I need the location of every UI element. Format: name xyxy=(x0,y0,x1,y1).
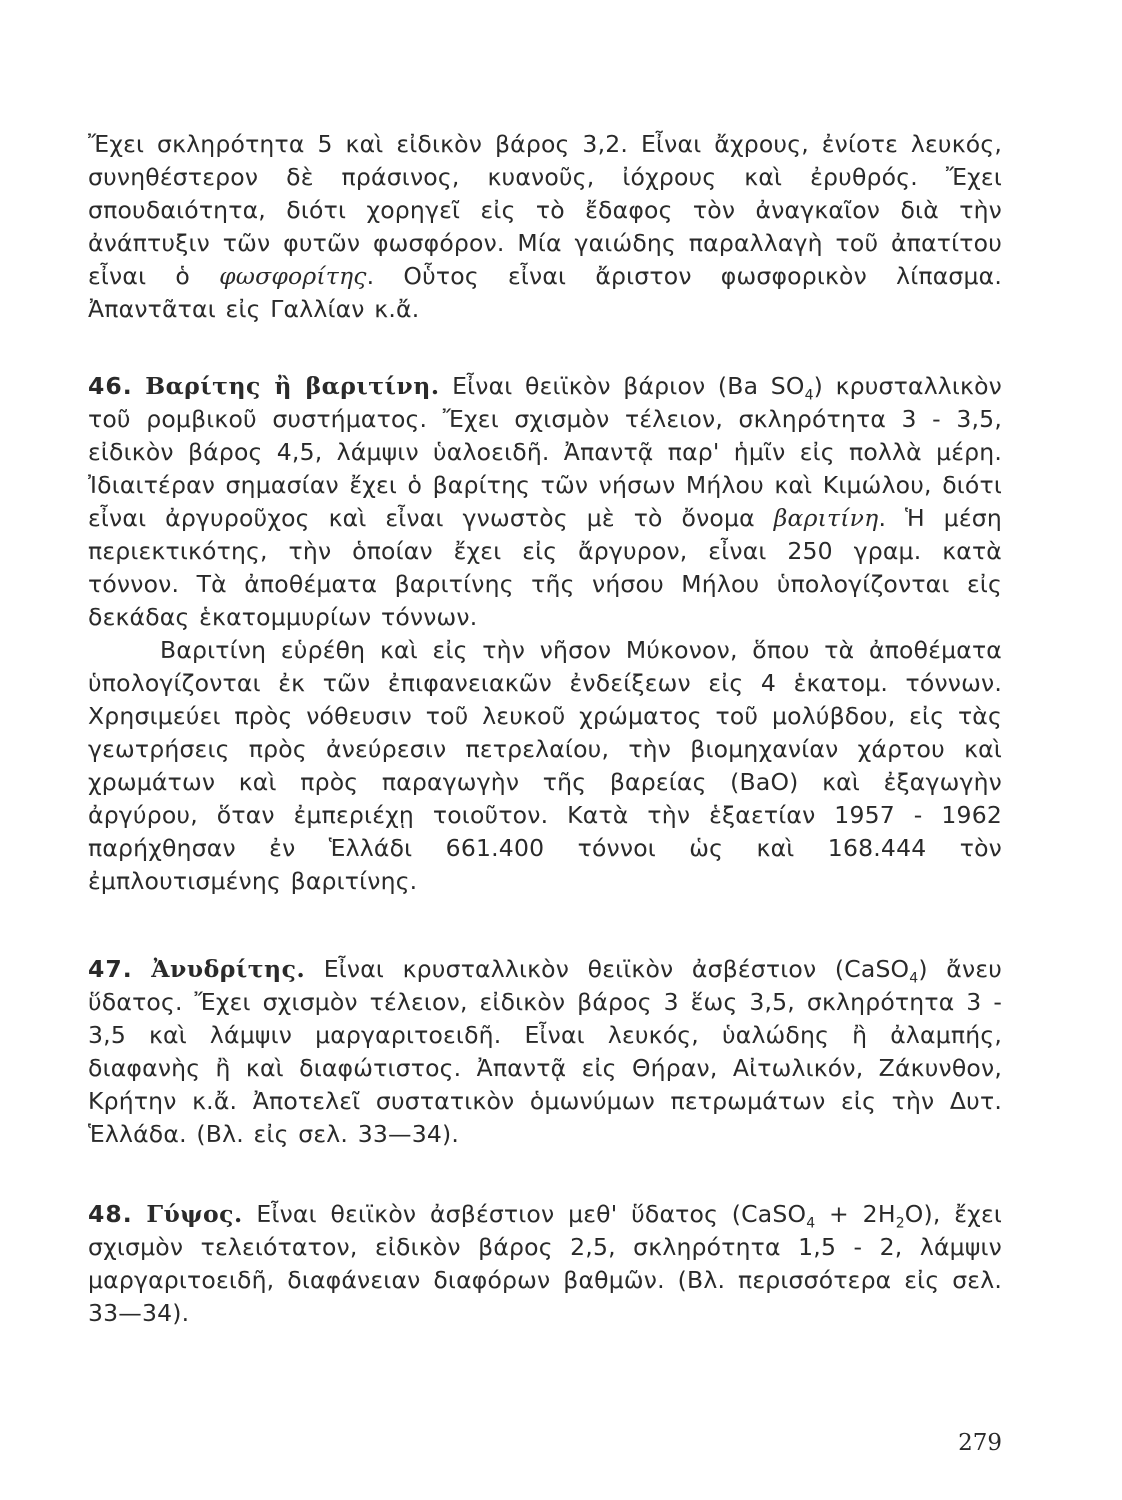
section-46-paragraph-2: Βαριτίνη εὑρέθη καὶ εἰς τὴν νῆσον Μύκονον, ὅπου τὰ ἀποθέματα ὑπολογίζονται ἐκ τῶν ἐπιφανειακῶν ἐνδείξεων εἰς 4 ἑκατομ. τόννων. Χρησιμεύει πρὸς νόθευσιν τοῦ λευκοῦ χρώματος τοῦ μολύβδου, εἰς τὰς γεωτρήσεις πρὸς ἀνεύρεσιν πετρελαίου, τὴν βιομηχανίαν χάρτου καὶ χρωμάτων καὶ πρὸς παραγωγὴν τῆς βαρείας (BaO) καὶ ἐξαγωγὴν ἀργύρου, ὅταν ἐμπεριέχῃ τοιοῦτον. Κατὰ τὴν ἑξαετίαν 1957 - 1962 παρήχθησαν ἐν Ἑλλάδι 661.400 τόννοι ὡς καὶ 168.444 τὸν ἐμπλουτισμένης βαριτίνης. xyxy=(88,636,1002,895)
section-48-paragraph xyxy=(88,1198,1002,1330)
section-47-title: Ἀνυδρίτης. xyxy=(151,955,306,983)
section-48-text-b: + 2H xyxy=(815,1200,896,1228)
section-48-number: 48. xyxy=(88,1200,133,1228)
section-48-text-c: O), ἔχει σχισμὸν τελειότατον, εἰδικὸν βάρος 2,5, σκληρότητα 1,5 - 2, λάμψιν μαργαριτοειδῆ, διαφάνειαν διαφόρων βαθμῶν. (Βλ. περισσότερα εἰς σελ. 33—34). xyxy=(88,1200,1002,1327)
section-46-text-b: ) κρυσταλλικὸν τοῦ ρομβικοῦ συστήματος. Ἔχει σχισμὸν τέλειον, σκληρότητα 3 - 3,5, εἰδικὸν βάρος 4,5, λάμψιν ὑαλοειδῆ. Ἀπαντᾷ παρ' ἡμῖν εἰς πολλὰ μέρη. Ἰδιαιτέραν σημασίαν ἔχει ὁ βαρίτης τῶν νήσων Μήλου καὶ Κιμώλου, διότι εἶναι ἀργυροῦχος καὶ εἶναι γνωστὸς μὲ τὸ ὄνομα xyxy=(88,372,1003,532)
section-47-subscript: 4 xyxy=(909,970,919,987)
section-46-text-c: . Ἡ μέση περιεκτικότης, τὴν ὁποίαν ἔχει εἰς ἄργυρον, εἶναι 250 γραμ. κατὰ τόννον. Τὰ ἀποθέματα βαριτίνης τῆς νήσου Μήλου ὑπολογίζονται εἰς δεκάδας ἑκατομμυρίων τόννων. xyxy=(88,504,1002,631)
section-46-italic-term: βαριτίνη xyxy=(773,504,879,532)
section-47-text-b: ) ἄνευ ὕδατος. Ἔχει σχισμὸν τέλειον, εἰδικὸν βάρος 3 ἕως 3,5, σκληρότητα 3 - 3,5 καὶ λάμψιν μαργαριτοειδῆ. Εἶναι λευκός, ὑαλώδης ἢ ἀλαμπής, διαφανὴς ἢ καὶ διαφώτιστος. Ἀπαντᾷ εἰς Θήραν, Αἰτωλικόν, Ζάκυνθον, Κρήτην κ.ἄ. Ἀποτελεῖ συστατικὸν ὁμωνύμων πετρωμάτων εἰς τὴν Δυτ. Ἑλλάδα. (Βλ. εἰς σελ. 33—34). xyxy=(88,955,1003,1148)
section-46-paragraph-1 xyxy=(88,370,1002,634)
section-48-subscript-1: 4 xyxy=(806,1215,816,1232)
section-48 xyxy=(88,1198,1002,1330)
section-46-title: Βαρίτης ἢ βαριτίνη. xyxy=(145,372,440,400)
section-47-paragraph xyxy=(88,953,1002,1151)
section-48-text-a: Εἶναι θειϊκὸν ἀσβέστιον μεθ' ὕδατος (CaSO xyxy=(256,1200,807,1228)
section-46-subscript: 4 xyxy=(804,387,814,404)
section-46-text-a: Εἶναι θειϊκὸν βάριον (Ba SO xyxy=(452,372,805,400)
intro-italic-term: φωσφορίτης xyxy=(219,262,367,290)
section-47-number: 47. xyxy=(88,955,133,983)
section-47 xyxy=(88,953,1002,1151)
section-46-number: 46. xyxy=(88,372,133,400)
page-body xyxy=(88,128,1002,1330)
page-number: 279 xyxy=(958,1430,1002,1456)
intro-paragraph xyxy=(88,128,1002,326)
intro-text-2: . Οὗτος εἶναι ἄριστον φωσφορικὸν λίπασμα. Ἀπαντᾶται εἰς Γαλλίαν κ.ἄ. xyxy=(88,262,1002,323)
section-47-text-a: Εἶναι κρυσταλλικὸν θειϊκὸν ἀσβέστιον (CaSO xyxy=(323,955,910,983)
intro-text-1: Ἔχει σκληρότητα 5 καὶ εἰδικὸν βάρος 3,2. Εἶναι ἄχρους, ἐνίοτε λευκός, συνηθέστερον δὲ πράσινος, κυανοῦς, ἰόχρους καὶ ἐρυθρός. Ἔχει σπουδαιότητα, διότι χορηγεῖ εἰς τὸ ἔδαφος τὸν ἀναγκαῖον διὰ τὴν ἀνάπτυξιν τῶν φυτῶν φωσφόρον. Μία γαιώδης παραλλαγὴ τοῦ ἀπατίτου εἶναι ὁ xyxy=(88,130,1002,290)
section-48-title: Γύψος. xyxy=(146,1200,243,1228)
section-48-subscript-2: 2 xyxy=(895,1215,905,1232)
section-46 xyxy=(88,370,1002,898)
